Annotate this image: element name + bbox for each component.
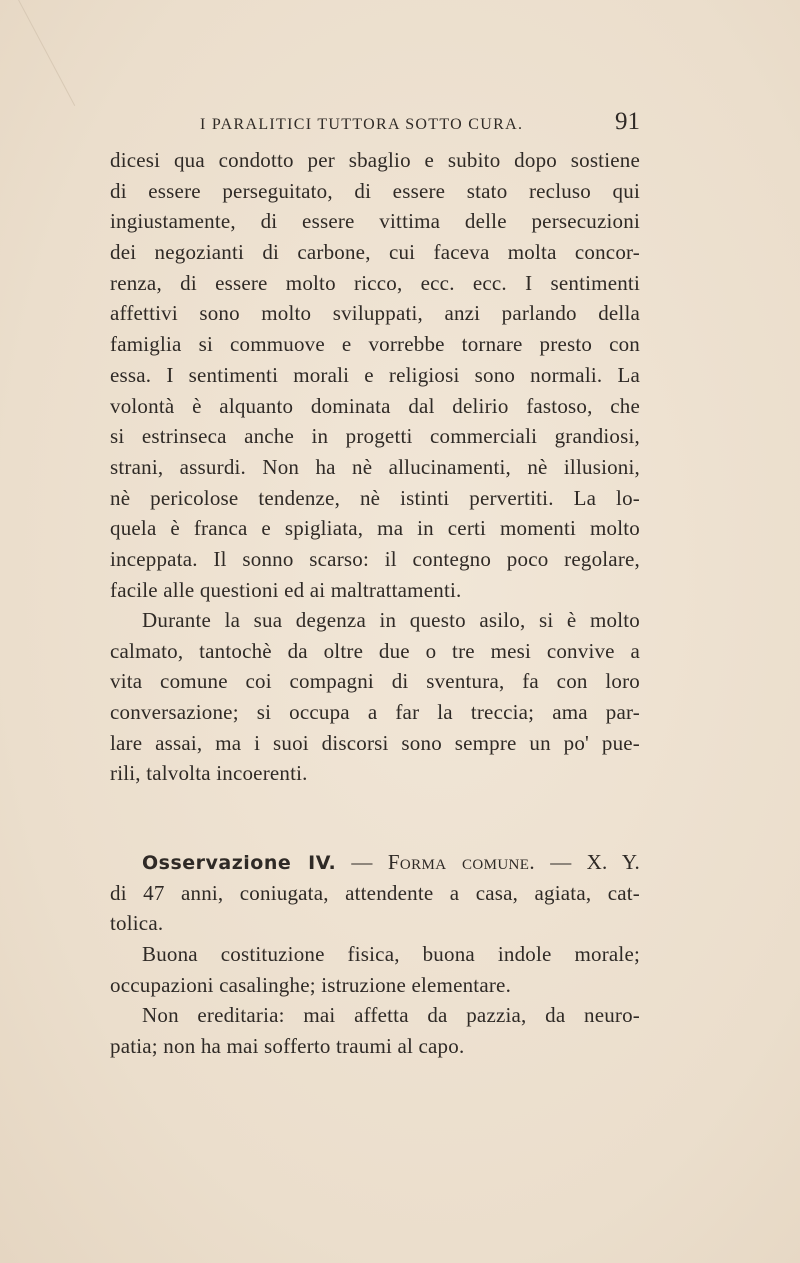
text-line: inceppata. Il sonno scarso: il contegno poco regolare, (110, 546, 640, 571)
page-header (108, 108, 640, 140)
text-line: essa. I sentimenti morali e religiosi sono normali. La (110, 362, 640, 387)
text-line: rili, talvolta incoerenti. (110, 761, 308, 786)
page-edge-mark (18, 0, 75, 106)
text-line: lare assai, ma i suoi discorsi sono sempre un po' pue- (110, 730, 640, 755)
text-line: calmato, tantochè da oltre due o tre mesi convive a (110, 638, 640, 663)
text-line: strani, assurdi. Non ha nè allucinamenti, nè illusioni, (110, 454, 640, 479)
text-line: di essere perseguitato, di essere stato recluso qui (110, 178, 640, 203)
text-line: ingiustamente, di essere vittima delle persecuzioni (110, 209, 640, 234)
observation-heading: Osservazione IV. (142, 852, 337, 874)
text-line: si estrinseca anche in progetti commerciali grandiosi, (110, 424, 640, 449)
text-line: Durante la sua degenza in questo asilo, si è molto (142, 608, 640, 632)
text-line: quela è franca e spigliata, ma in certi momenti molto (110, 516, 640, 541)
text-line: facile alle questioni ed ai maltrattamenti. (110, 577, 462, 602)
text-line: conversazione; si occupa a far la treccia; ama par- (110, 700, 640, 725)
text-line: nè pericolose tendenze, nè istinti pervertiti. La lo- (110, 485, 640, 510)
observation-title-line (110, 847, 640, 878)
paragraph-1 (110, 145, 640, 605)
text-line: volontà è alquanto dominata dal delirio fastoso, che (110, 393, 640, 418)
text-line: affettivi sono molto sviluppati, anzi parlando della (110, 301, 640, 326)
running-title: I PARALITICI TUTTORA SOTTO CURA. (200, 116, 524, 133)
paragraph-2 (110, 605, 640, 789)
text-line: famiglia si commuove e vorrebbe tornare presto con (110, 332, 640, 357)
text-line: tolica. (110, 911, 164, 936)
text-line: Buona costituzione fisica, buona indole morale; (142, 942, 640, 967)
title-dash: — (535, 850, 587, 874)
title-dash: — (336, 850, 388, 874)
text-line: Non ereditaria: mai affetta da pazzia, da neuro- (142, 1003, 640, 1028)
text-line: dicesi qua condotto per sbaglio e subito dopo sostiene (110, 148, 640, 172)
observation-subject: X. Y. (586, 850, 640, 874)
observation-section (110, 847, 640, 1062)
text-line: patia; non ha mai sofferto traumi al capo. (110, 1034, 465, 1059)
text-line: dei negozianti di carbone, cui faceva molta concor- (110, 240, 640, 265)
text-line: occupazioni casalinghe; istruzione elementare. (110, 972, 512, 997)
text-line: renza, di essere molto ricco, ecc. ecc. I sentimenti (110, 270, 640, 295)
text-line: di 47 anni, coniugata, attendente a casa, agiata, cat- (110, 880, 640, 905)
page-number: 91 (615, 108, 640, 135)
text-line: vita comune coi compagni di sventura, fa con loro (110, 669, 640, 694)
observation-form: Forma comune. (387, 850, 535, 874)
